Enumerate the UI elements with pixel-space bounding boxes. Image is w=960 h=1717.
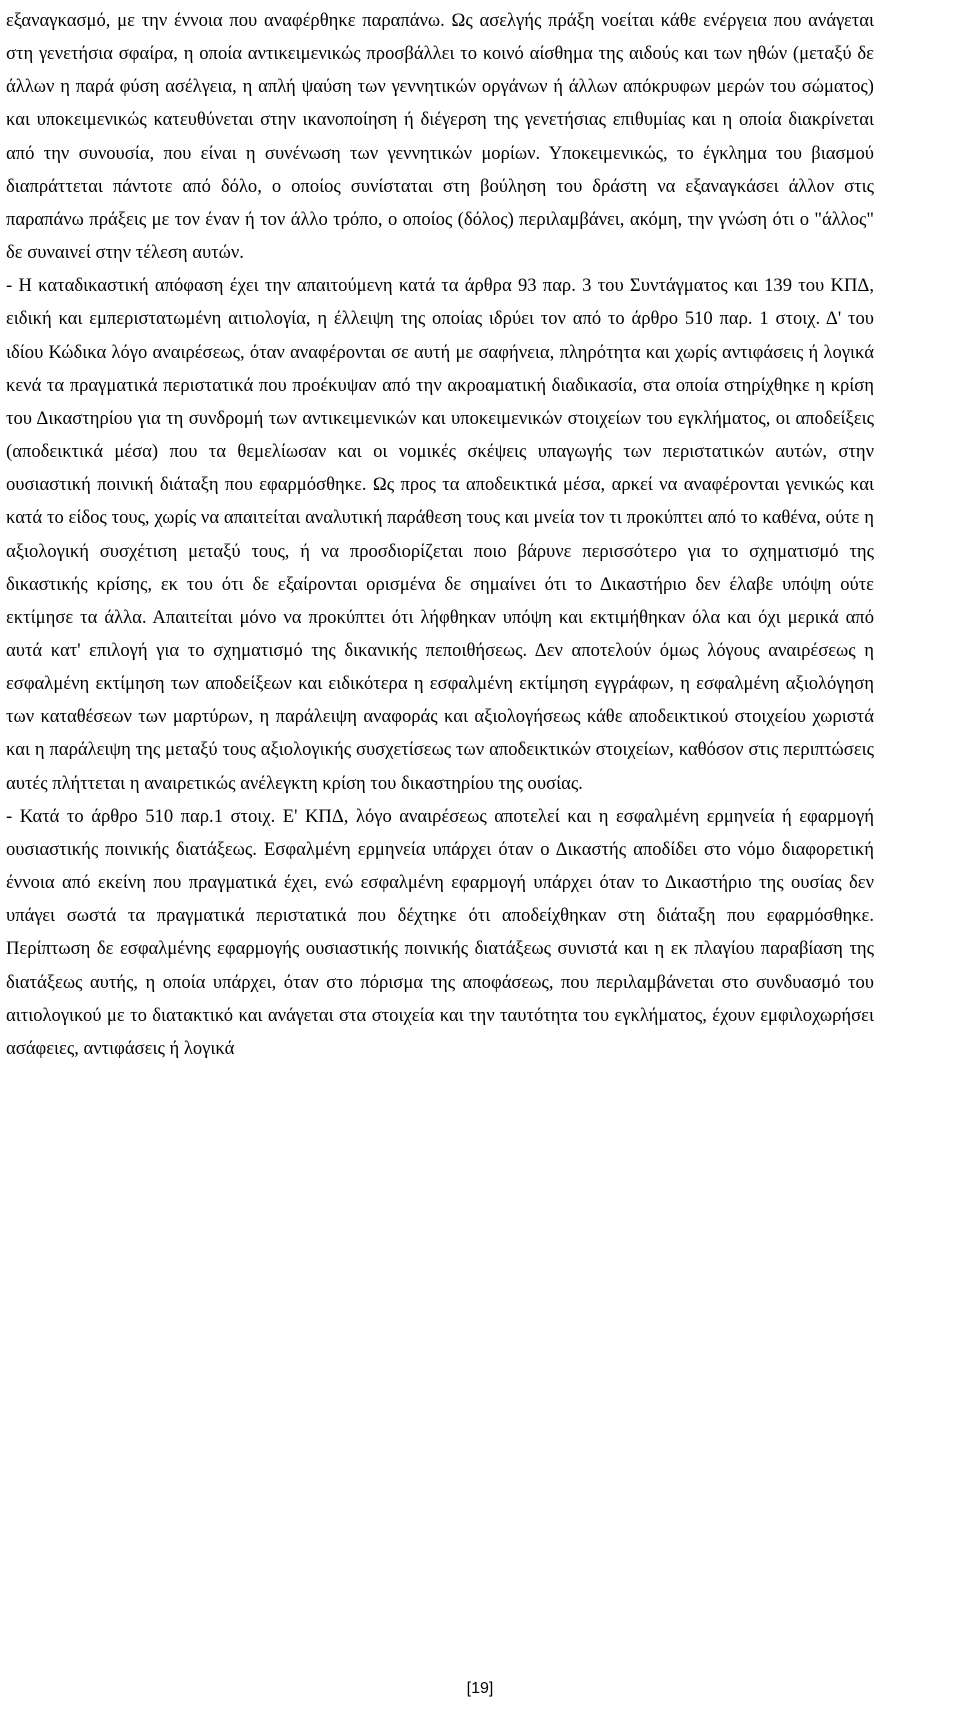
- document-body: [6, 4, 874, 1065]
- paragraph-2: - Η καταδικαστική απόφαση έχει την απαιτούμενη κατά τα άρθρα 93 παρ. 3 του Συντάγματος και 139 του ΚΠΔ, ειδική και εμπεριστατωμένη αιτιολογία, η έλλειψη της οποίας ιδρύει τον από το άρθρο 510 παρ. 1 στοιχ. Δ' του ιδίου Κώδικα λόγο αναιρέσεως, όταν αναφέρονται σε αυτή με σαφήνεια, πληρότητα και χωρίς αντιφάσεις ή λογικά κενά τα πραγματικά περιστατικά που προέκυψαν από την ακροαματική διαδικασία, στα οποία στηρίχθηκε η κρίση του Δικαστηρίου για τη συνδρομή των αντικειμενικών και υποκειμενικών στοιχείων του εγκλήματος, οι αποδείξεις (αποδεικτικά μέσα) που τα θεμελίωσαν και οι νομικές σκέψεις υπαγωγής των περιστατικών αυτών, στην ουσιαστική ποινική διάταξη που εφαρμόσθηκε. Ως προς τα αποδεικτικά μέσα, αρκεί να αναφέρονται γενικώς και κατά το είδος τους, χωρίς να απαιτείται αναλυτική παράθεση τους και μνεία τον τι προκύπτει από το καθένα, ούτε η αξιολογική συσχέτιση μεταξύ τους, ή να προσδιορίζεται ποιο βάρυνε περισσότερο για το σχηματισμό της δικαστικής κρίσης, εκ του ότι δε εξαίρονται ορισμένα δε σημαίνει ότι το Δικαστήριο δεν έλαβε υπόψη ούτε εκτίμησε τα άλλα. Απαιτείται μόνο να προκύπτει ότι λήφθηκαν υπόψη και εκτιμήθηκαν όλα και όχι μερικά από αυτά κατ' επιλογή για το σχηματισμό της δικανικής πεποιθήσεως. Δεν αποτελούν όμως λόγους αναιρέσεως η εσφαλμένη εκτίμηση των αποδείξεων και ειδικότερα η εσφαλμένη εκτίμηση εγγράφων, η εσφαλμένη αξιολόγηση των καταθέσεων των μαρτύρων, η παράλειψη αναφοράς και αξιολογήσεως κάθε αποδεικτικού στοιχείου χωριστά και η παράλειψη της μεταξύ τους αξιολογικής συσχετίσεως των αποδεικτικών στοιχείων, καθόσον στις περιπτώσεις αυτές πλήττεται η αναιρετικώς ανέλεγκτη κρίση του δικαστηρίου της ουσίας.: [6, 275, 874, 794]
- page-number: [19]: [466, 1680, 494, 1697]
- paragraph-3: - Κατά το άρθρο 510 παρ.1 στοιχ. Ε' ΚΠΔ, λόγο αναιρέσεως αποτελεί και η εσφαλμένη ερμηνεία ή εφαρμογή ουσιαστικής ποινικής διατάξεως. Εσφαλμένη ερμηνεία υπάρχει όταν ο Δικαστής αποδίδει στο νόμο διαφορετική έννοια από εκείνη που πραγματικά έχει, ενώ εσφαλμένη εφαρμογή υπάρχει όταν το Δικαστήριο της ουσίας δεν υπάγει σωστά τα πραγματικά περιστατικά που δέχτηκε ότι αποδείχθηκαν στη διάταξη που εφαρμόσθηκε. Περίπτωση δε εσφαλμένης εφαρμογής ουσιαστικής ποινικής διατάξεως συνιστά και η εκ πλαγίου παραβίαση της διατάξεως αυτής, η οποία υπάρχει, όταν στο πόρισμα της αποφάσεως, που περιλαμβάνεται στο συνδυασμό του αιτιολογικού με το διατακτικό και ανάγεται στα στοιχεία και την ταυτότητα του εγκλήματος, έχουν εμφιλοχωρήσει ασάφειες, αντιφάσεις ή λογικά: [6, 805, 874, 1059]
- paragraph-1: εξαναγκασμό, με την έννοια που αναφέρθηκε παραπάνω. Ως ασελγής πράξη νοείται κάθε ενέργεια που ανάγεται στη γενετήσια σφαίρα, η οποία αντικειμενικώς προσβάλλει το κοινό αίσθημα της αιδούς και των ηθών (μεταξύ δε άλλων η παρά φύση ασέλγεια, η απλή ψαύση των γεννητικών οργάνων ή άλλων απόκρυφων μερών του σώματος) και υποκειμενικώς κατευθύνεται στην ικανοποίηση ή διέγερση της γενετήσιας επιθυμίας και η οποία διακρίνεται από την συνουσία, που είναι η συνένωση των γεννητικών μορίων. Υποκειμενικώς, το έγκλημα του βιασμού διαπράττεται πάντοτε από δόλο, ο οποίος συνίσταται στη βούληση του δράστη να εξαναγκάσει άλλον στις παραπάνω πράξεις με τον έναν ή τον άλλο τρόπο, ο οποίος (δόλος) περιλαμβάνει, ακόμη, την γνώση ότι ο "άλλος" δε συναινεί στην τέλεση αυτών.: [6, 10, 874, 264]
